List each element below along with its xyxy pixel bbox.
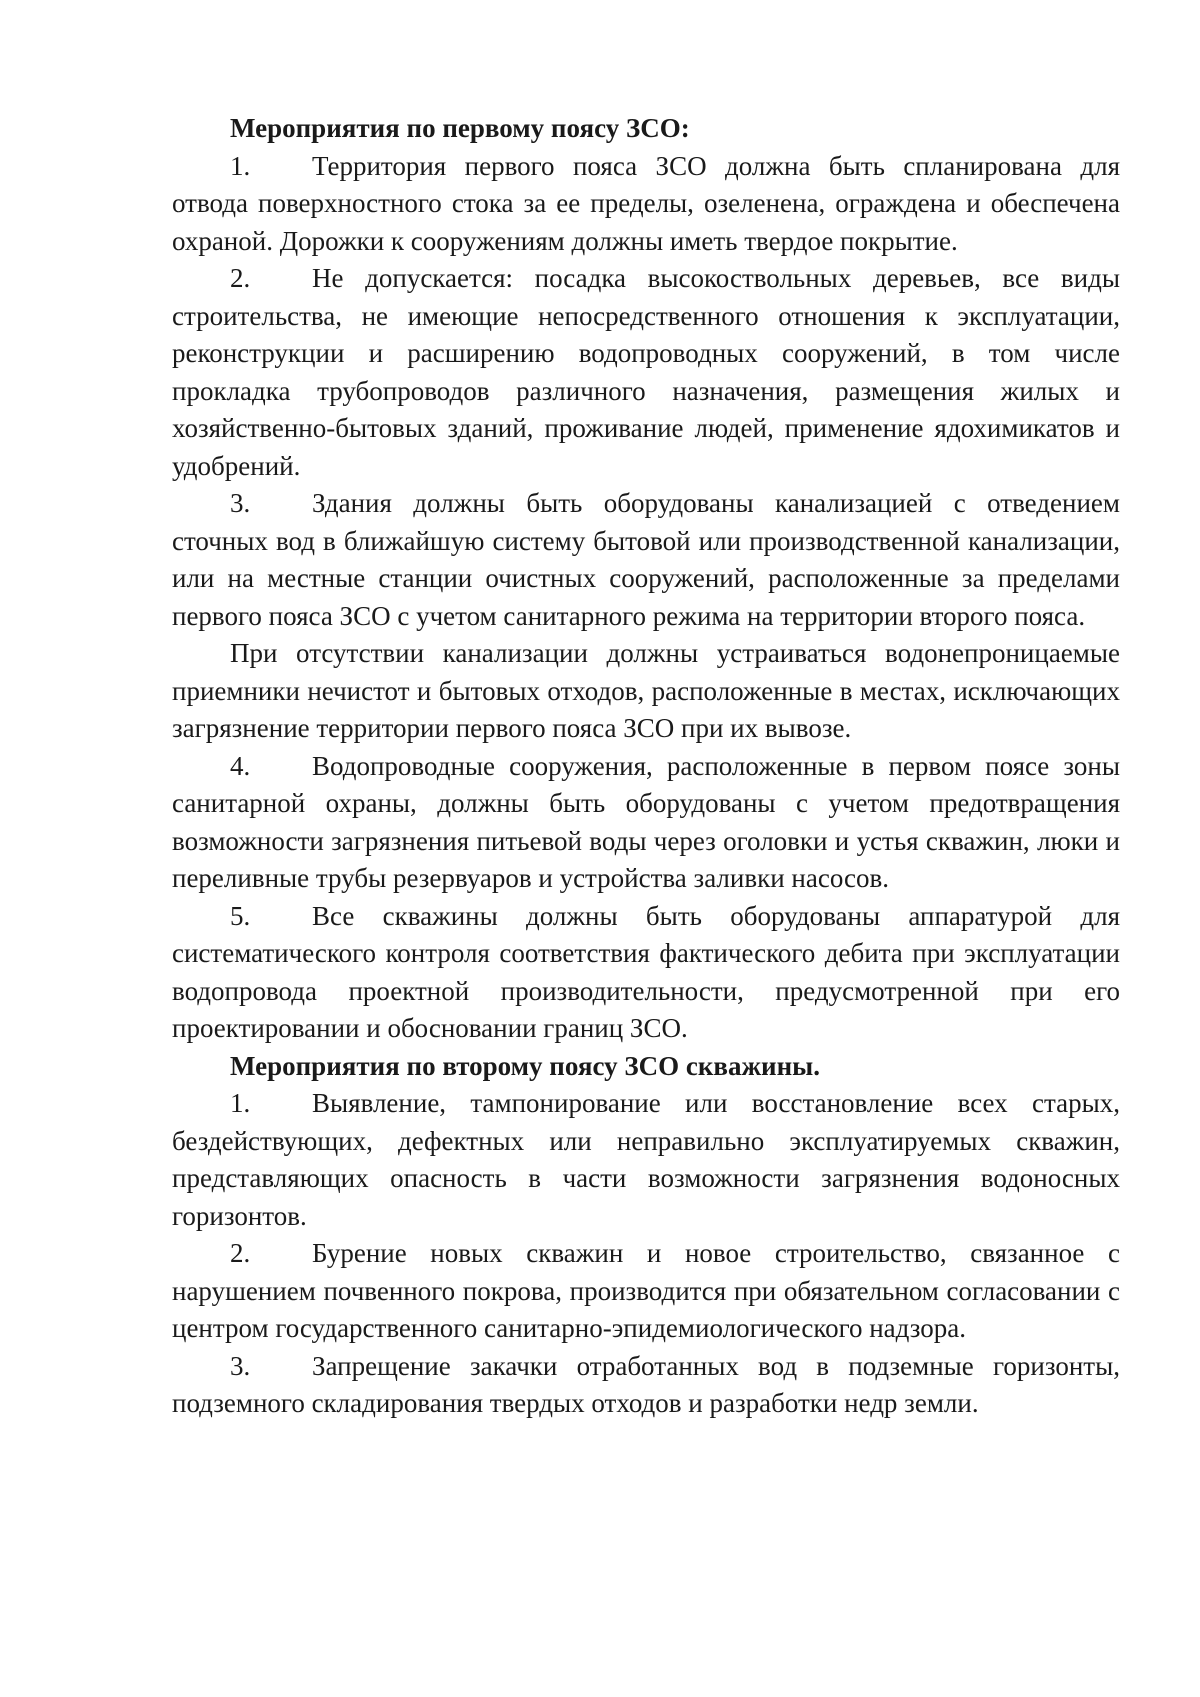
document-page xyxy=(172,110,1120,1423)
item-text: Здания должны быть оборудованы канализацией с отведением сточных вод в ближайшую систему бытовой или производственной канализации, или на местные станции очистных сооружений, расположенные за пределами первого пояса ЗСО с учетом санитарного режима на территории второго пояса. xyxy=(172,488,1120,631)
section1-item-2 xyxy=(172,260,1120,485)
section2-heading: Мероприятия по второму поясу ЗСО скважины. xyxy=(230,1050,820,1081)
item-text: Все скважины должны быть оборудованы аппаратурой для систематического контроля соответствия фактического дебита при эксплуатации водопровода проектной производительности, предусмотренной при его проектировании и обосновании границ ЗСО. xyxy=(172,900,1120,1043)
item-text: Территория первого пояса ЗСО должна быть спланирована для отвода поверхностного стока за ее пределы, озеленена, ограждена и обеспечена охраной. Дорожки к сооружениям должны иметь твердое покрытие. xyxy=(172,150,1120,256)
item-number: 1. xyxy=(230,1088,251,1118)
section1-note: При отсутствии канализации должны устраиваться водонепроницаемые приемники нечистот и бытовых отходов, расположенные в местах, исключающих загрязнение территории первого пояса ЗСО при их вывозе. xyxy=(172,638,1120,743)
item-number: 3. xyxy=(230,488,251,518)
item-text: Запрещение закачки отработанных вод в подземные горизонты, подземного складирования твердых отходов и разработки недр земли. xyxy=(172,1350,1120,1418)
section1-heading: Мероприятия по первому поясу ЗСО: xyxy=(230,113,690,143)
section2-item-2 xyxy=(172,1235,1120,1348)
item-number: 1. xyxy=(230,150,251,181)
item-text: Бурение новых скважин и новое строительство, связанное с нарушением почвенного покрова, производится при обязательном согласовании с центром государственного санитарно-эпидемиологического надзора. xyxy=(172,1238,1120,1343)
section1-item-5 xyxy=(172,898,1120,1048)
item-number: 2. xyxy=(230,1238,251,1268)
item-number: 2. xyxy=(230,263,251,293)
item-text: Выявление, тампонирование или восстановление всех старых, бездействующих, дефектных или неправильно эксплуатируемых скважин, представляющих опасность в части возможности загрязнения водоносных горизонтов. xyxy=(172,1088,1120,1231)
item-text: Водопроводные сооружения, расположенные в первом поясе зоны санитарной охраны, должны быть оборудованы с учетом предотвращения возможности загрязнения питьевой воды через оголовки и устья скважин, люки и переливные трубы резервуаров и устройства заливки насосов. xyxy=(172,750,1120,893)
section2-item-3 xyxy=(172,1348,1120,1423)
section2-item-1 xyxy=(172,1085,1120,1235)
section1-item-4 xyxy=(172,748,1120,898)
item-number: 3. xyxy=(230,1350,251,1381)
section1-item-3 xyxy=(172,485,1120,635)
section1-item-1 xyxy=(172,148,1120,261)
item-number: 4. xyxy=(230,750,251,781)
item-number: 5. xyxy=(230,900,251,931)
item-text: Не допускается: посадка высокоствольных деревьев, все виды строительства, не имеющие непосредственного отношения к эксплуатации, реконструкции и расширению водопроводных сооружений, в том числе прокладка трубопроводов различного назначения, размещения жилых и хозяйственно-бытовых зданий, проживание людей, применение ядохимикатов и удобрений. xyxy=(172,263,1120,481)
